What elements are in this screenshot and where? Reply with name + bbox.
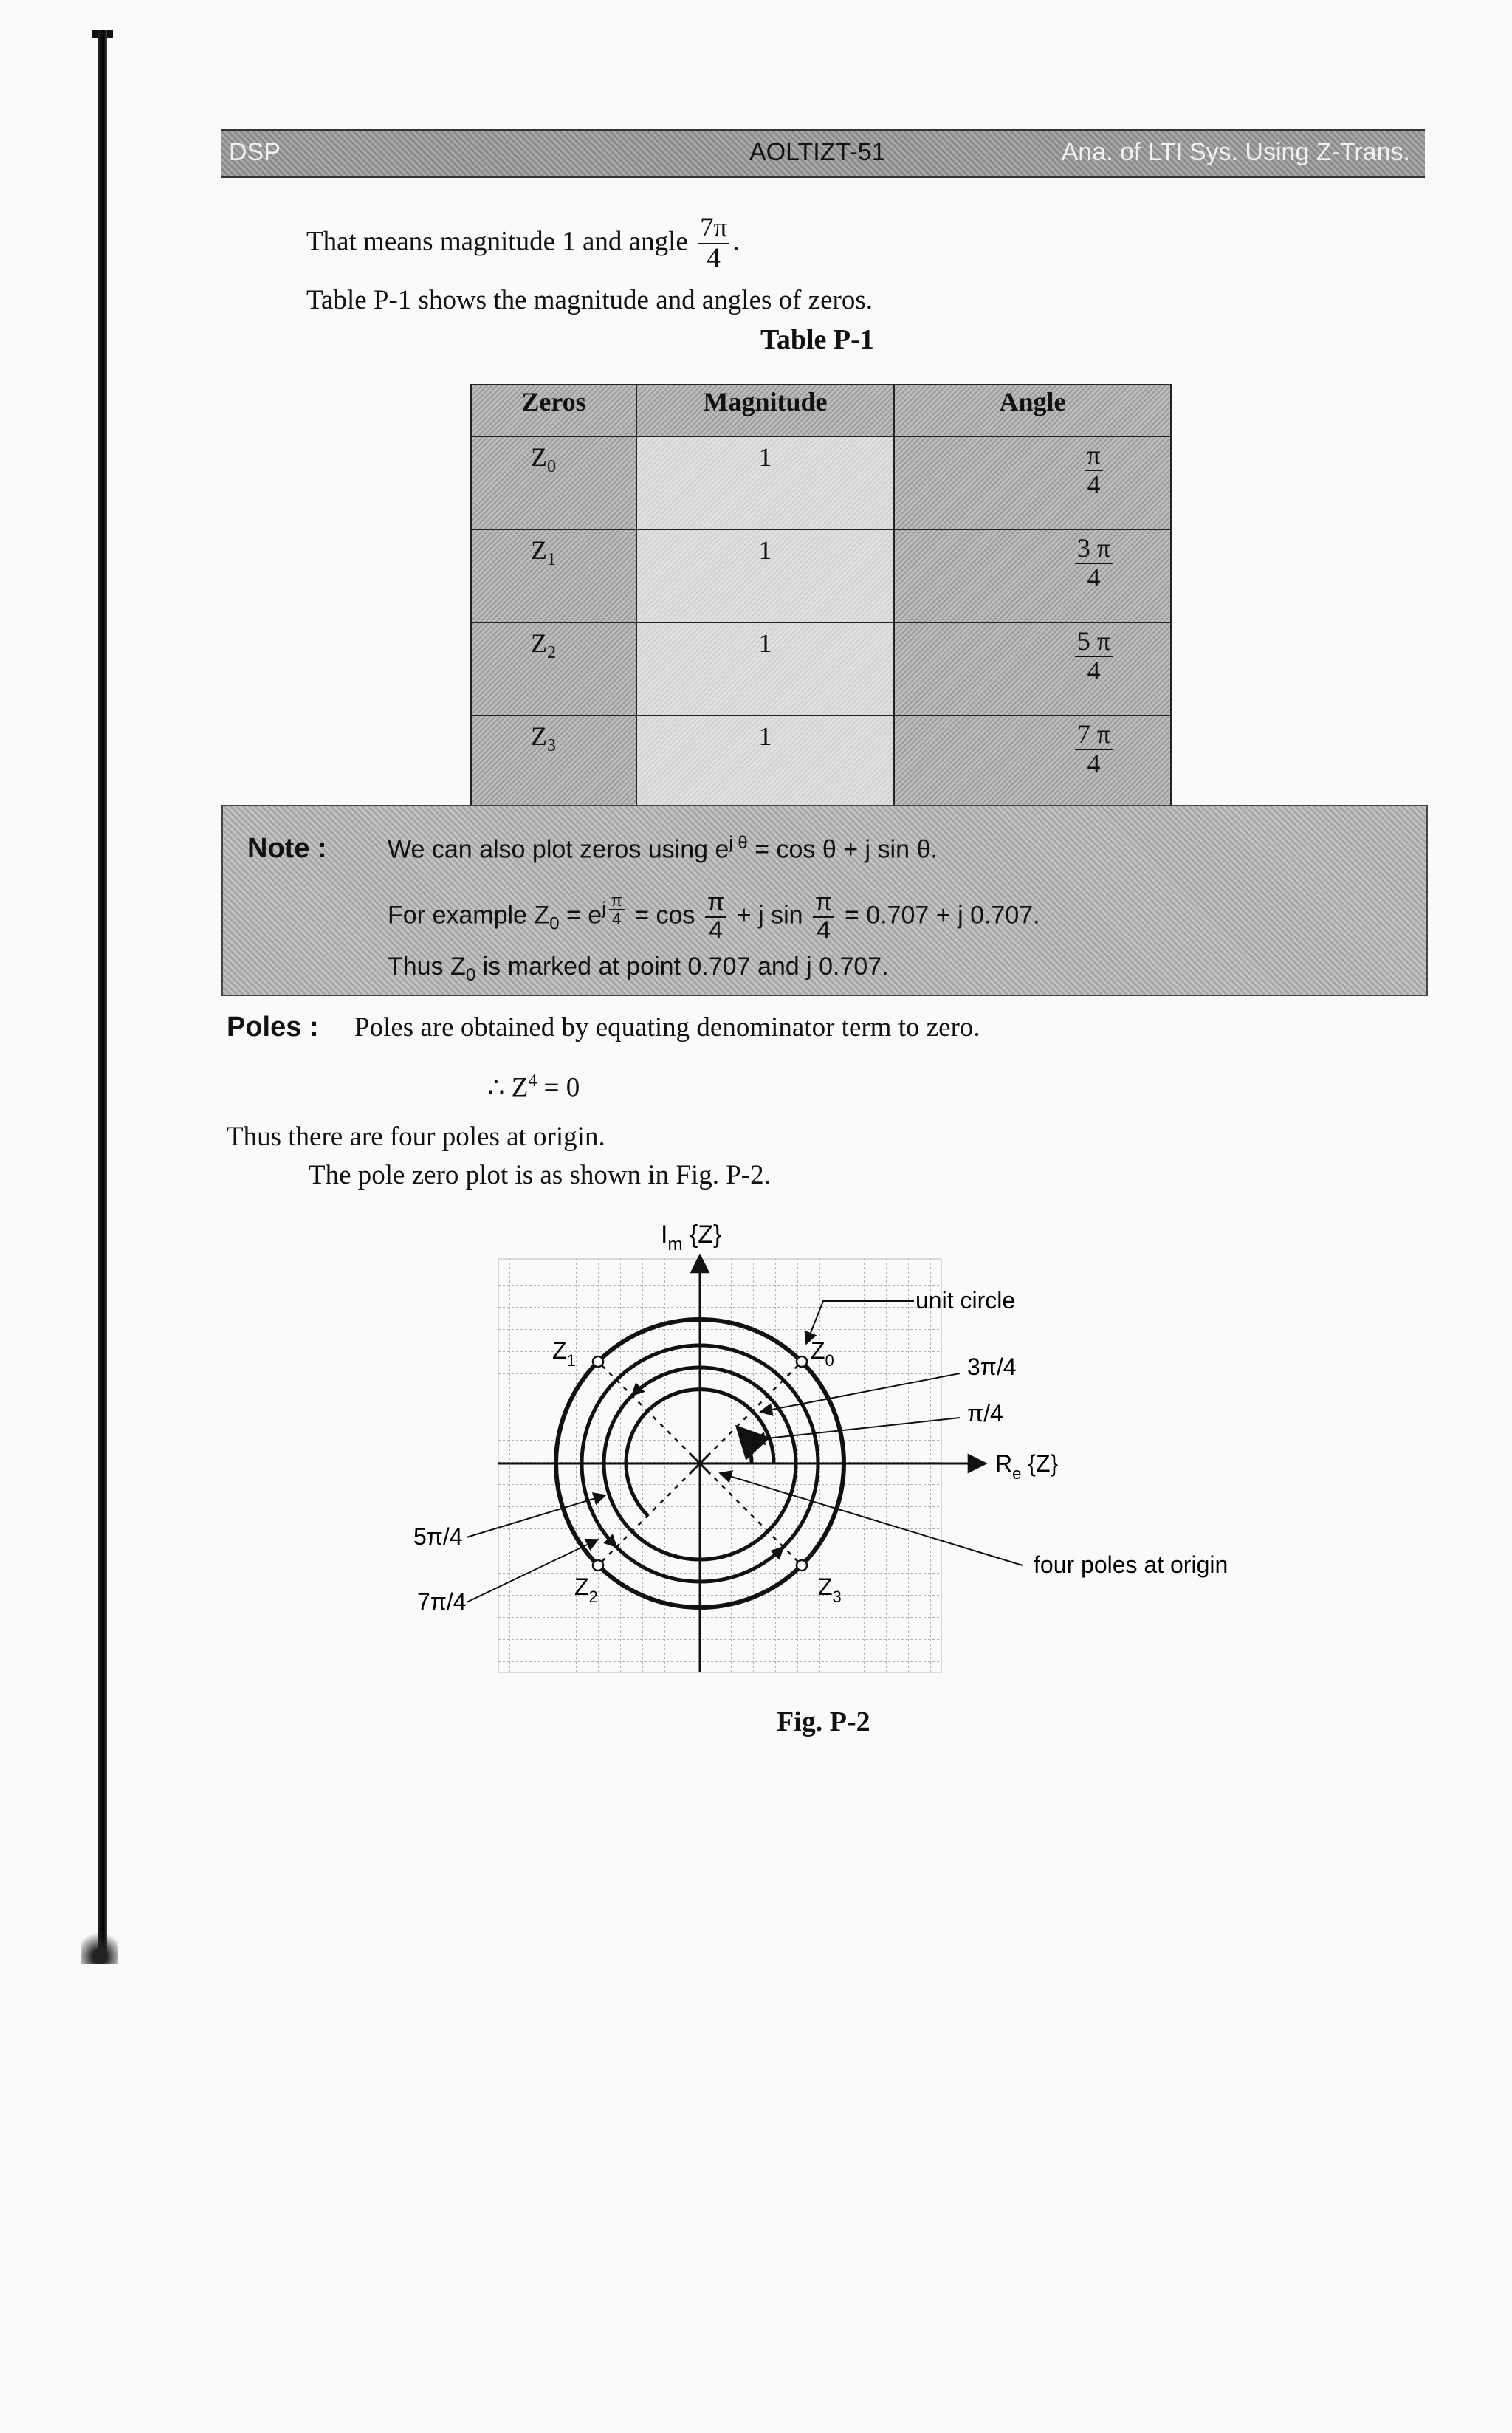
note-line-3: Thus $Z_0$ is marked at point 0.707 and j 0.707.: [388, 953, 889, 985]
label-5pi4: 5π/4: [413, 1523, 463, 1550]
magnitude-cell: 1: [636, 622, 894, 716]
table-intro: Table P-1 shows the magnitude and angles of zeros.: [306, 285, 873, 315]
x-axis-label: $R_e$ {Z}: [995, 1450, 1059, 1483]
zero-marker-z1: [593, 1356, 603, 1367]
zero-marker-z2: [593, 1560, 603, 1571]
label-pi4: π/4: [967, 1400, 1003, 1427]
z1-label: $Z_1$: [552, 1337, 576, 1370]
z2-label: $Z_2$: [574, 1574, 598, 1606]
label-7pi4: 7π/4: [417, 1588, 467, 1615]
z0-label: $Z_0$: [811, 1337, 834, 1370]
angle-fraction: $\frac{7\pi}{4}$: [698, 214, 729, 273]
angle-cell: $\frac{5 \pi}{4}$: [894, 622, 1171, 716]
poles-text: Poles are obtained by equating denominator term to zero.: [354, 1012, 980, 1043]
magnitude-cell: 1: [636, 716, 894, 809]
col-header-angle: Angle: [894, 385, 1171, 436]
figure-reference: The pole zero plot is as shown in Fig. P-2.: [309, 1160, 771, 1190]
zero-marker-z3: [797, 1560, 807, 1571]
poles-equation: ∴ $Z^4 = 0$: [487, 1071, 580, 1103]
angle-cell: $\frac{7 \pi}{4}$: [894, 716, 1171, 809]
angle-cell: $\frac{\pi}{4}$: [894, 436, 1171, 529]
table-caption: Table P-1: [760, 324, 874, 355]
poles-conclusion: Thus there are four poles at origin.: [227, 1122, 605, 1152]
magnitude-cell: 1: [636, 529, 894, 622]
zero-cell: $Z_1$: [471, 529, 636, 622]
zero-cell: $Z_3$: [471, 716, 636, 809]
angle-cell: $\frac{3 \pi}{4}$: [894, 529, 1171, 622]
zero-cell: $Z_0$: [471, 436, 636, 529]
label-3pi4: 3π/4: [967, 1353, 1017, 1380]
header-left: DSP: [229, 138, 281, 166]
figure-caption: Fig. P-2: [777, 1706, 870, 1737]
col-header-magnitude: Magnitude: [636, 385, 894, 436]
magnitude-sentence: That means magnitude 1 and angle $\frac{7\pi}{4}$ .: [306, 213, 740, 273]
col-header-zeros: Zeros: [471, 385, 636, 436]
unit-circle-label: unit circle: [915, 1287, 1016, 1314]
poles-origin-label: four poles at origin: [1034, 1551, 1228, 1578]
y-axis-label: $I_m$ {Z}: [661, 1221, 722, 1255]
z3-label: $Z_3$: [818, 1574, 842, 1606]
magnitude-cell: 1: [636, 436, 894, 529]
note-line-1: We can also plot zeros using $e^{j \theta} = \cos \theta + j$ sin θ.: [388, 833, 938, 864]
zero-marker-z0: [797, 1356, 807, 1367]
note-label: Note :: [247, 833, 327, 864]
header-right: Ana. of LTI Sys. Using Z-Trans.: [1061, 138, 1410, 166]
zero-cell: $Z_2$: [471, 622, 636, 716]
header-center: AOLTIZT-51: [749, 138, 886, 166]
poles-label: Poles :: [227, 1012, 319, 1043]
note-line-2: For example $Z_0 = e^{j \frac{\pi}{4}}$ = cos $\frac{\pi}{4}$ + j sin $\frac{\pi}{4}$ = 0.707 + j 0.707.: [388, 888, 1040, 944]
